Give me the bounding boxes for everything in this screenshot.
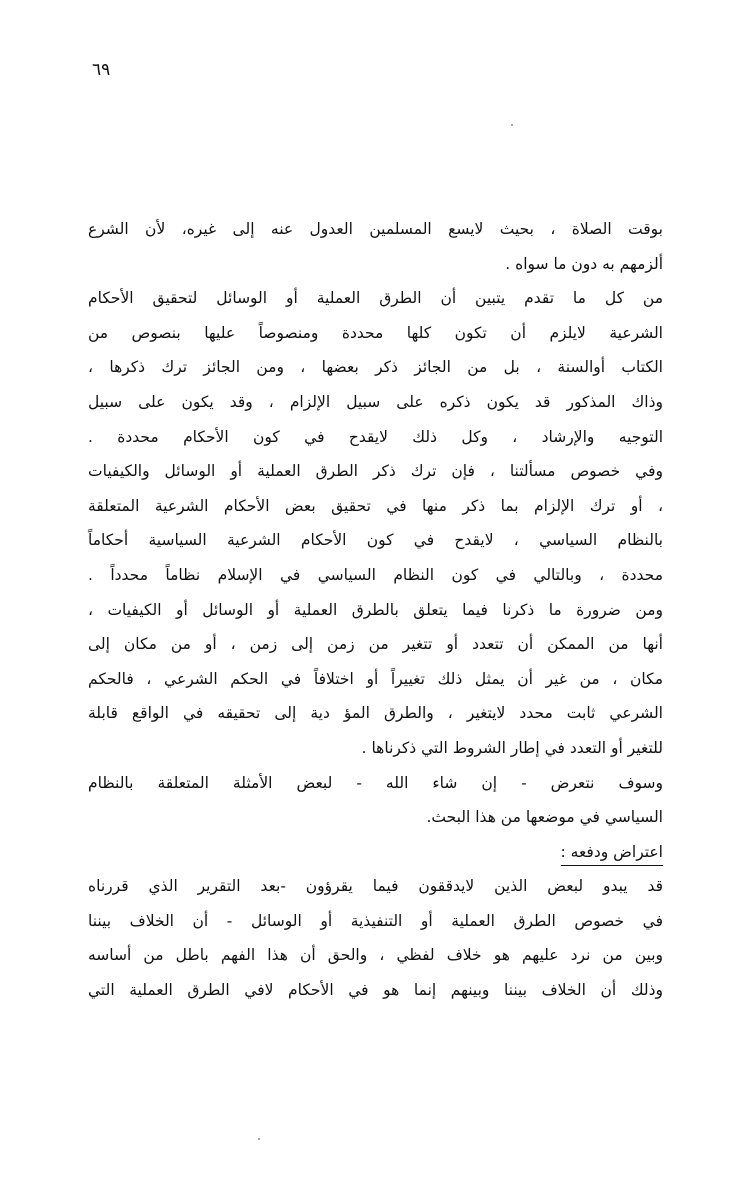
text-line: قد يبدو لبعض الذين لايدققون فيما يقرؤون -بعد التقرير الذي قررناه	[88, 877, 663, 896]
text-line: ومن ضرورة ما ذكرنا فيما يتعلق بالطرق العملية أو الوسائل أو الكيفيات ،	[88, 600, 663, 619]
text-line: من كل ما تقدم يتبين أن الطرق العملية أو الوسائل لتحقيق الأحكام	[88, 289, 663, 308]
text-line: الشرعية لايلزم أن تكون كلها محددة ومنصوصاً عليها بنصوص من	[88, 323, 663, 342]
speck-mark	[258, 1138, 260, 1140]
text-line: وسوف نتعرض - إن شاء الله - لبعض الأمثلة المتعلقة بالنظام	[88, 773, 663, 792]
text-line: السياسي في موضعها من هذا البحث.	[426, 808, 663, 827]
text-line: محددة ، وبالتالي في كون النظام السياسي في الإسلام نظاماً محدداً .	[88, 565, 663, 584]
text-line: التوجيه والإرشاد ، وكل ذلك لايقدح في كون الأحكام محددة .	[88, 427, 663, 446]
section-heading-row	[88, 835, 663, 870]
text-line: وذاك المذكور قد يكون ذكره على سبيل الإلزام ، وقد يكون على سبيل	[88, 392, 663, 411]
text-line: بالنظام السياسي ، لايقدح في كون الأحكام الشرعية السياسية أحكاماً	[88, 531, 663, 550]
page-number: ٦٩	[92, 60, 111, 80]
text-line: أنها من الممكن أن تتعدد أو تتغير من زمن إلى زمن ، أو من مكان إلى	[88, 635, 663, 654]
text-line: وفي خصوص مسألتنا ، فإن ترك ذكر الطرق العملية أو الوسائل والكيفيات	[88, 462, 663, 481]
text-line: وبين من نرد عليهم هو خلاف لفظي ، والحق أن هذا الفهم باطل من أساسه	[88, 946, 663, 965]
speck-mark	[511, 124, 513, 126]
text-line: بوقت الصلاة ، بحيث لايسع المسلمين العدول عنه إلى غيره، لأن الشرع	[88, 220, 663, 238]
text-line: مكان ، من غير أن يمثل ذلك تغييراً أو اختلافاً في الحكم الشرعي ، فالحكم	[88, 669, 663, 688]
text-line: للتغير أو التعدد في إطار الشروط التي ذكرناها .	[361, 738, 663, 757]
text-line: في خصوص الطرق العملية أو التنفيذية أو الوسائل - أن الخلاف بيننا	[88, 911, 663, 930]
text-line: وذلك أن الخلاف بيننا وبينهم إنما هو في الأحكام لافي الطرق العملية التي	[88, 981, 663, 1000]
body-text	[88, 212, 663, 1008]
text-line: ألزمهم به دون ما سواه .	[505, 254, 663, 273]
text-line: الكتاب أوالسنة ، بل من الجائز ذكر بعضها ، ومن الجائز ترك ذكرها ،	[88, 358, 663, 377]
text-line: ، أو ترك الإلزام بما ذكر منها في تحقيق بعض الأحكام الشرعية المتعلقة	[88, 496, 663, 515]
text-line: الشرعي ثابت محدد لايتغير ، والطرق المؤ دية إلى تحقيقه في الواقع قابلة	[88, 704, 663, 723]
section-heading: اعتراض ودفعه :	[561, 841, 664, 866]
